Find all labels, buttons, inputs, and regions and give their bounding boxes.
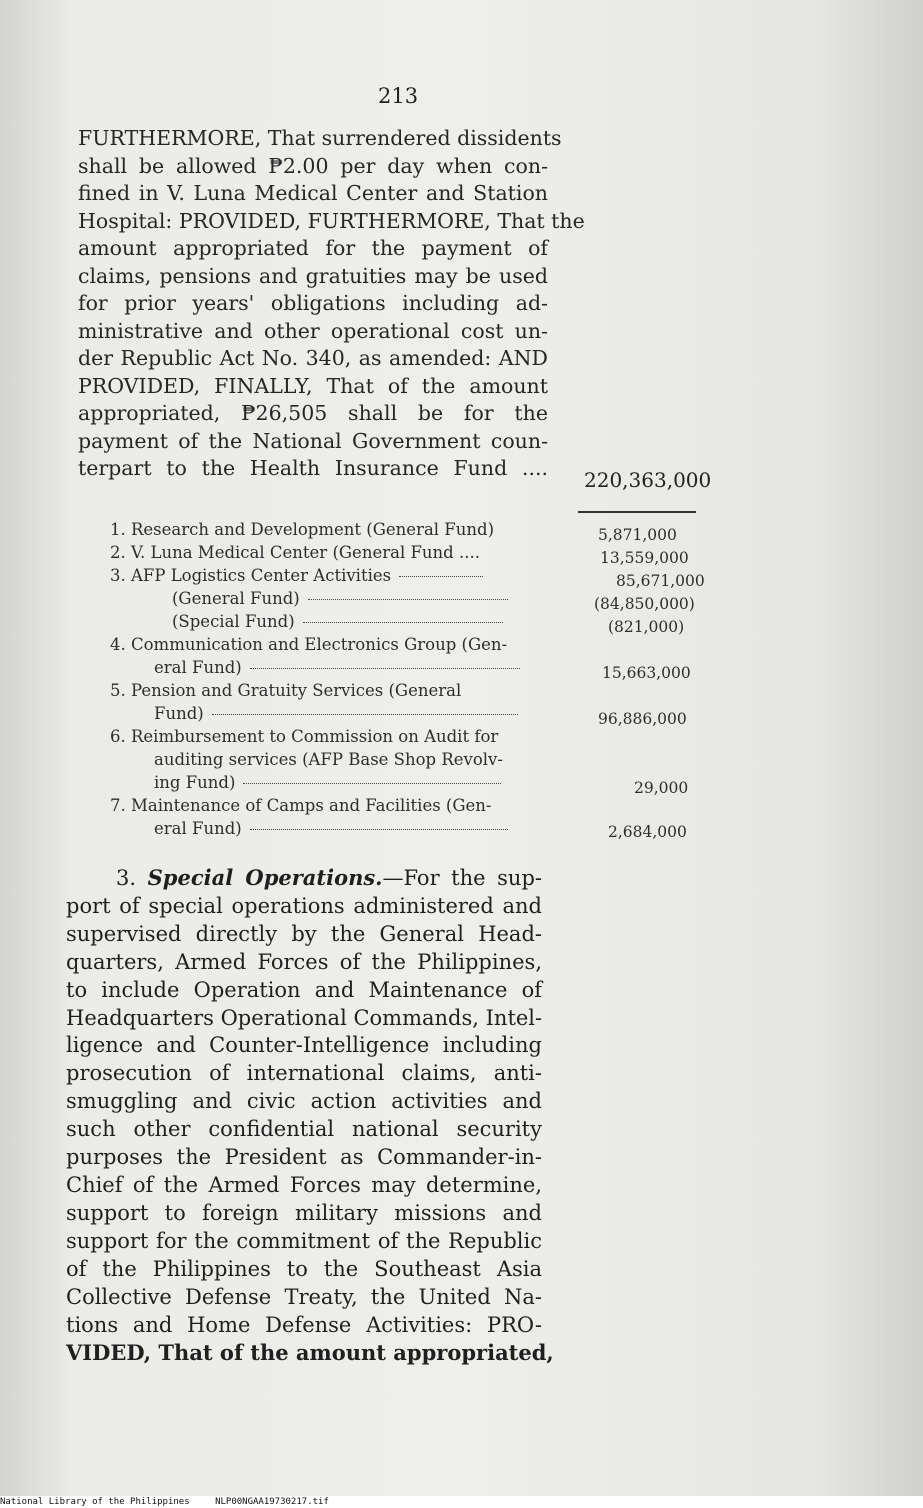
item-label: 2. V. Luna Medical Center (General Fund .... <box>110 543 480 562</box>
total-amount: 220,363,000 <box>584 468 712 492</box>
text-line: purposes the President as Commander-in- <box>66 1145 542 1170</box>
text-line: shall be allowed ₱2.00 per day when con- <box>78 153 548 178</box>
text-line: such other confidential national security <box>66 1117 542 1142</box>
text-line: —For the sup- <box>382 866 542 890</box>
text-line: VIDED, That of the amount appropriated, <box>66 1340 554 1366</box>
page-number: 213 <box>378 84 419 108</box>
item-label: 1. Research and Development (General Fund) <box>110 520 495 539</box>
item-label: eral Fund) <box>154 819 242 838</box>
itemized-list <box>110 520 710 842</box>
text-line: to include Operation and Maintenance of <box>66 977 542 1002</box>
text-line: ministrative and other operational cost un- <box>78 318 548 343</box>
item-label: auditing services (AFP Base Shop Revolv- <box>154 750 503 769</box>
section-heading: Special Operations. <box>147 865 383 890</box>
list-item <box>110 773 710 796</box>
list-item <box>110 612 710 635</box>
item-amount: 5,871,000 <box>598 526 677 544</box>
text-line: fined in V. Luna Medical Center and Station <box>78 181 548 205</box>
text-line: prosecution of international claims, anti- <box>66 1061 542 1086</box>
text-line: Headquarters Operational Commands, Intel- <box>66 1005 543 1030</box>
section-first-line <box>66 864 542 893</box>
item-amount: 2,684,000 <box>608 823 687 841</box>
leader-dots <box>250 668 520 669</box>
list-item <box>110 635 710 658</box>
item-label: Fund) <box>154 704 204 723</box>
text-line: ligence and Counter-Intelligence including <box>66 1033 542 1058</box>
text-line: port of special operations administered and <box>66 893 542 918</box>
item-amount: 15,663,000 <box>602 664 691 682</box>
item-label: (General Fund) <box>172 589 300 608</box>
scan-footer <box>0 1496 923 1508</box>
list-item <box>110 658 710 681</box>
item-label: 7. Maintenance of Camps and Facilities (Gen- <box>110 796 492 815</box>
section-number: 3. <box>116 866 137 890</box>
item-amount: (84,850,000) <box>594 595 695 613</box>
list-item <box>110 681 710 704</box>
item-amount: 85,671,000 <box>616 572 705 590</box>
paragraph-provisos <box>78 125 585 483</box>
text-line: Collective Defense Treaty, the United Na- <box>66 1284 542 1309</box>
text-line: appropriated, ₱26,505 shall be for the <box>78 401 548 425</box>
text-line: supervised directly by the General Head- <box>66 921 542 946</box>
text-line: tions and Home Defense Activities: PRO- <box>66 1312 542 1337</box>
list-item <box>110 727 710 750</box>
item-amount: 29,000 <box>634 779 689 797</box>
text-line: support for the commitment of the Republic <box>66 1228 542 1253</box>
list-item <box>110 520 710 543</box>
text-line: terpart to the Health Insurance Fund .... <box>78 456 548 480</box>
text-line: FURTHERMORE, That surrendered dissidents <box>78 126 562 150</box>
text-line: smuggling and civic action activities and <box>66 1089 542 1114</box>
footer-filename: NLP00NGAA19730217.tif <box>215 1497 329 1507</box>
list-item <box>110 819 710 842</box>
text-line: quarters, Armed Forces of the Philippines, <box>66 949 542 974</box>
footer-library: National Library of the Philippines <box>0 1497 190 1507</box>
section-special-operations <box>66 864 554 1367</box>
text-line: of the Philippines to the Southeast Asia <box>66 1256 542 1281</box>
item-label: 4. Communication and Electronics Group (Gen- <box>110 635 508 654</box>
item-amount: 96,886,000 <box>598 710 687 728</box>
list-item <box>110 543 710 566</box>
text-line: support to foreign military missions and <box>66 1200 542 1225</box>
text-line: Hospital: PROVIDED, FURTHERMORE, That the <box>78 208 585 233</box>
item-label: (Special Fund) <box>172 612 295 631</box>
leader-dots <box>250 829 508 830</box>
list-item <box>110 589 710 612</box>
text-line: payment of the National Government coun- <box>78 428 548 453</box>
list-item <box>110 566 710 589</box>
total-underline <box>578 511 696 513</box>
text-line: Chief of the Armed Forces may determine, <box>66 1172 542 1197</box>
list-item <box>110 704 710 727</box>
leader-dots <box>399 576 483 577</box>
leader-dots <box>303 622 503 623</box>
item-label: 3. AFP Logistics Center Activities <box>110 566 392 585</box>
list-item <box>110 750 710 773</box>
item-amount: (821,000) <box>608 618 685 636</box>
leader-dots <box>243 783 501 784</box>
text-line: claims, pensions and gratuities may be used <box>78 263 548 288</box>
leader-dots <box>212 714 518 715</box>
item-label: 5. Pension and Gratuity Services (General <box>110 681 462 700</box>
item-amount: 13,559,000 <box>600 549 689 567</box>
text-line: der Republic Act No. 340, as amended: AND <box>78 346 548 370</box>
item-label: eral Fund) <box>154 658 242 677</box>
list-item <box>110 796 710 819</box>
text-line: PROVIDED, FINALLY, That of the amount <box>78 373 548 398</box>
leader-dots <box>308 599 508 600</box>
text-line: for prior years' obligations including ad- <box>78 291 548 315</box>
text-line: amount appropriated for the payment of <box>78 236 548 260</box>
item-label: ing Fund) <box>154 773 236 792</box>
item-label: 6. Reimbursement to Commission on Audit for <box>110 727 499 746</box>
